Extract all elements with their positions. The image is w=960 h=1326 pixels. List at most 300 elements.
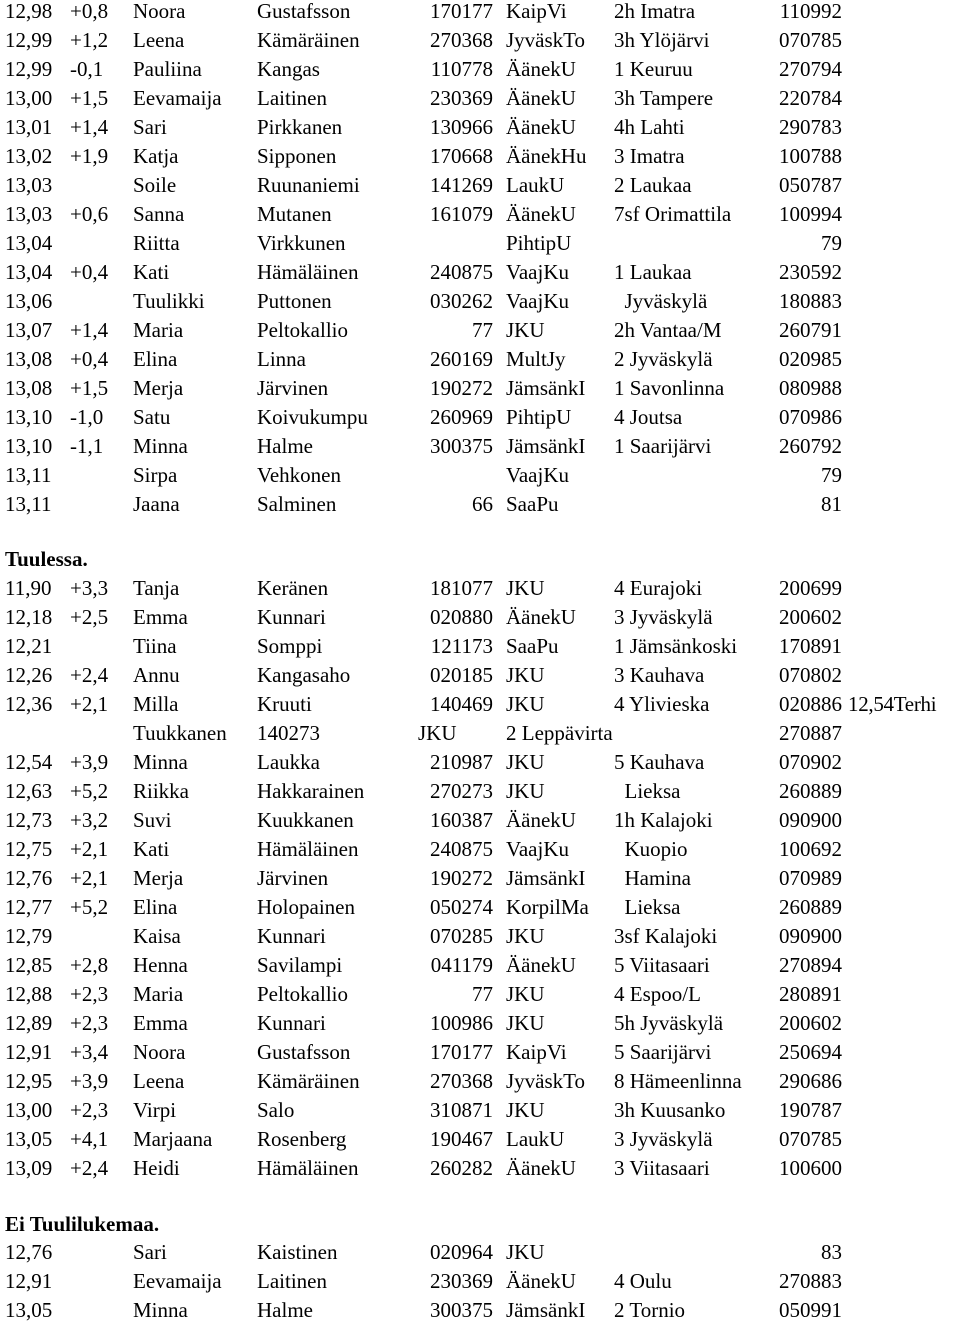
- cell-last: Halme: [257, 434, 313, 458]
- cell-last: Järvinen: [257, 376, 329, 400]
- cell-last: Somppi: [257, 634, 323, 658]
- cell-last: Hakkarainen: [257, 779, 365, 803]
- cell-last: Hämäläinen: [257, 1156, 359, 1180]
- cell-time: 12,95: [5, 1069, 53, 1093]
- cell-last: Kangasaho: [257, 663, 351, 687]
- cell-date: 280891: [779, 982, 842, 1006]
- cell-time: 12,73: [5, 808, 53, 832]
- result-row: [0, 1296, 960, 1325]
- result-row: [0, 287, 960, 316]
- cell-last: Hämäläinen: [257, 837, 359, 861]
- cell-birth: 070285: [430, 924, 493, 948]
- cell-place: Kuopio: [614, 837, 688, 861]
- cell-place: 2 Laukaa: [614, 173, 692, 197]
- cell-last: Keränen: [257, 576, 329, 600]
- result-row: [0, 113, 960, 142]
- cell-club: VaajKu: [506, 260, 569, 284]
- result-row: [0, 661, 960, 690]
- cell-first: Kati: [133, 837, 170, 861]
- cell-last: Kangas: [257, 57, 320, 81]
- cell-club: JKU: [506, 779, 545, 803]
- cell-birth: 160387: [430, 808, 493, 832]
- cell-club: KaipVi: [506, 1040, 567, 1064]
- cell-birth: 190272: [430, 866, 493, 890]
- cell-time: 13,00: [5, 1098, 53, 1122]
- cell-wind: +5,2: [70, 895, 109, 919]
- cell-club: JyväskTo: [506, 28, 586, 52]
- section-heading: Ei Tuulilukemaa.: [5, 1212, 160, 1236]
- cell-last: Järvinen: [257, 866, 329, 890]
- cell-birth: 050274: [430, 895, 493, 919]
- cell-wind: +3,9: [70, 1069, 109, 1093]
- cell-wind: -1,1: [70, 434, 104, 458]
- cell-date: 050787: [779, 173, 842, 197]
- cell-place: 4 Joutsa: [614, 405, 683, 429]
- cell-place: 3h Ylöjärvi: [614, 28, 710, 52]
- cell-last: Savilampi: [257, 953, 343, 977]
- cell-club: ÄänekHu: [506, 144, 587, 168]
- result-row: [0, 690, 960, 719]
- cell-club: LaukU: [506, 173, 565, 197]
- cell-date: 230592: [779, 260, 842, 284]
- cell-place: 3 Jyväskylä: [614, 605, 713, 629]
- cell-first: Tuulikki: [133, 289, 205, 313]
- result-row: [0, 403, 960, 432]
- result-row: [0, 345, 960, 374]
- cell-place: Lieksa: [614, 895, 681, 919]
- result-row: [0, 748, 960, 777]
- cell-place: 5 Viitasaari: [614, 953, 710, 977]
- cell-club: JKU: [506, 750, 545, 774]
- cell-date: 200699: [779, 576, 842, 600]
- cell-place: 1 Laukaa: [614, 260, 692, 284]
- cell-date: 83: [821, 1240, 842, 1264]
- cell-birth: 260169: [430, 347, 493, 371]
- result-row: [0, 603, 960, 632]
- cell-last: Kuukkanen: [257, 808, 354, 832]
- cell-place: 4h Lahti: [614, 115, 685, 139]
- cell-time: 13,10: [5, 434, 53, 458]
- cell-wind: +3,3: [70, 576, 109, 600]
- cell-place: 2h Vantaa/M: [614, 318, 722, 342]
- cell-birth: 260969: [430, 405, 493, 429]
- cell-club: ÄänekU: [506, 808, 576, 832]
- cell-first: Pauliina: [133, 57, 202, 81]
- cell-last: Koivukumpu: [257, 405, 368, 429]
- cell-club: JKU: [418, 721, 457, 745]
- cell-date: 270887: [779, 721, 842, 745]
- cell-club: JKU: [506, 663, 545, 687]
- cell-date: 290783: [779, 115, 842, 139]
- cell-club: JämsänkI: [506, 376, 586, 400]
- cell-first: Sari: [133, 115, 167, 139]
- cell-last: Kruuti: [257, 692, 312, 716]
- cell-wind: +2,1: [70, 866, 109, 890]
- cell-date: 180883: [779, 289, 842, 313]
- cell-wind: +0,6: [70, 202, 109, 226]
- result-row: [0, 893, 960, 922]
- cell-time: 13,07: [5, 318, 53, 342]
- cell-first: Elina: [133, 347, 178, 371]
- cell-birth: 100986: [430, 1011, 493, 1035]
- result-row: [0, 1038, 960, 1067]
- cell-club: PihtipU: [506, 405, 572, 429]
- cell-wind: +0,4: [70, 260, 109, 284]
- result-row: [0, 951, 960, 980]
- cell-last: Gustafsson: [257, 0, 351, 23]
- cell-date: 070785: [779, 1127, 842, 1151]
- cell-place: 2 Tornio: [614, 1298, 686, 1322]
- result-row: [0, 171, 960, 200]
- cell-first: Tiina: [133, 634, 177, 658]
- cell-first: Maria: [133, 318, 184, 342]
- cell-first: Sirpa: [133, 463, 178, 487]
- cell-club: JKU: [506, 576, 545, 600]
- cell-last: Kämäräinen: [257, 1069, 360, 1093]
- cell-wind: +2,3: [70, 1011, 109, 1035]
- cell-club: KaipVi: [506, 0, 567, 23]
- cell-birth: 141269: [430, 173, 493, 197]
- cell-last: Sipponen: [257, 144, 337, 168]
- result-row: [0, 574, 960, 603]
- cell-place: 2h Imatra: [614, 0, 696, 23]
- cell-club: JKU: [506, 982, 545, 1006]
- cell-wind: +1,4: [70, 115, 109, 139]
- cell-time: 12,26: [5, 663, 53, 687]
- cell-time: 13,03: [5, 173, 53, 197]
- cell-place: 1 Jämsänkoski: [614, 634, 738, 658]
- cell-wind: +2,4: [70, 1156, 109, 1180]
- result-row: [0, 922, 960, 951]
- cell-time: 12,76: [5, 1240, 53, 1264]
- cell-time: 12,85: [5, 953, 53, 977]
- cell-first: Sari: [133, 1240, 167, 1264]
- cell-place: Jyväskylä: [614, 289, 708, 313]
- cell-date: 070986: [779, 405, 842, 429]
- cell-wind: +1,2: [70, 28, 109, 52]
- cell-place: 2 Jyväskylä: [614, 347, 713, 371]
- cell-place: Hamina: [614, 866, 691, 890]
- cell-place: 5h Jyväskylä: [614, 1011, 724, 1035]
- cell-wind: +1,5: [70, 376, 109, 400]
- cell-first: Jaana: [133, 492, 180, 516]
- cell-time: 12,91: [5, 1269, 53, 1293]
- cell-first: Henna: [133, 953, 188, 977]
- cell-place: 3 Jyväskylä: [614, 1127, 713, 1151]
- cell-first: Kati: [133, 260, 170, 284]
- cell-birth: 210987: [430, 750, 493, 774]
- cell-time: 13,00: [5, 86, 53, 110]
- cell-wind: -0,1: [70, 57, 104, 81]
- result-row: [0, 26, 960, 55]
- cell-birth: 170668: [430, 144, 493, 168]
- cell-time: 13,08: [5, 376, 53, 400]
- cell-birth: 041179: [430, 953, 493, 977]
- cell-place: 4 Eurajoki: [614, 576, 703, 600]
- cell-last: Halme: [257, 1298, 313, 1322]
- cell-first: Suvi: [133, 808, 172, 832]
- cell-date: 270883: [779, 1269, 842, 1293]
- cell-club: JämsänkI: [506, 434, 586, 458]
- cell-time: 13,06: [5, 289, 53, 313]
- cell-last: Peltokallio: [257, 318, 348, 342]
- cell-date: 250694: [779, 1040, 842, 1064]
- cell-first: Kaisa: [133, 924, 181, 948]
- cell-date: 020985: [779, 347, 842, 371]
- cell-date: 200602: [779, 605, 842, 629]
- cell-date: 260889: [779, 895, 842, 919]
- cell-last: Linna: [257, 347, 306, 371]
- result-row: [0, 55, 960, 84]
- cell-birth: 310871: [430, 1098, 493, 1122]
- cell-last: Kaistinen: [257, 1240, 338, 1264]
- cell-club: MultJy: [506, 347, 566, 371]
- cell-date: 79: [821, 231, 842, 255]
- result-row: [0, 258, 960, 287]
- cell-last: Hämäläinen: [257, 260, 359, 284]
- cell-birth: 140469: [430, 692, 493, 716]
- cell-club: JKU: [506, 1240, 545, 1264]
- cell-last: Gustafsson: [257, 1040, 351, 1064]
- result-row: [0, 1067, 960, 1096]
- cell-time: 13,03: [5, 202, 53, 226]
- cell-date: 090900: [779, 924, 842, 948]
- cell-birth: 181077: [430, 576, 493, 600]
- cell-wind: +3,4: [70, 1040, 109, 1064]
- cell-place: 4 Ylivieska: [614, 692, 710, 716]
- cell-wind: +5,2: [70, 779, 109, 803]
- result-row: [0, 490, 960, 519]
- cell-last: Peltokallio: [257, 982, 348, 1006]
- cell-time: 13,11: [5, 463, 52, 487]
- cell-birth: 121173: [430, 634, 493, 658]
- result-row: [0, 864, 960, 893]
- cell-time: 13,02: [5, 144, 53, 168]
- result-row: [0, 777, 960, 806]
- cell-club: JKU: [506, 1011, 545, 1035]
- cell-time: 13,05: [5, 1127, 53, 1151]
- cell-last: Kunnari: [257, 924, 326, 948]
- cell-first: Leena: [133, 28, 185, 52]
- cell-place: 1h Kalajoki: [614, 808, 713, 832]
- cell-date: 050991: [779, 1298, 842, 1322]
- cell-wind: +2,1: [70, 692, 109, 716]
- result-row: [0, 316, 960, 345]
- result-row: [0, 1238, 960, 1267]
- cell-date: 170891: [779, 634, 842, 658]
- cell-place: 5 Kauhava: [614, 750, 705, 774]
- cell-first: Riikka: [133, 779, 189, 803]
- cell-time: 12,18: [5, 605, 53, 629]
- cell-first: Annu: [133, 663, 180, 687]
- cell-first: Katja: [133, 144, 179, 168]
- cell-date: 100600: [779, 1156, 842, 1180]
- cell-last: Holopainen: [257, 895, 355, 919]
- cell-wind: +1,5: [70, 86, 109, 110]
- cell-club: JyväskTo: [506, 1069, 586, 1093]
- cell-date: 190787: [779, 1098, 842, 1122]
- result-row: [0, 1096, 960, 1125]
- cell-club: JämsänkI: [506, 866, 586, 890]
- cell-time: 12,91: [5, 1040, 53, 1064]
- cell-first: Minna: [133, 1298, 188, 1322]
- cell-club: SaaPu: [506, 634, 559, 658]
- cell-last: Pirkkanen: [257, 115, 343, 139]
- cell-first: Riitta: [133, 231, 180, 255]
- cell-birth: 130966: [430, 115, 493, 139]
- cell-first: Tanja: [133, 576, 180, 600]
- cell-birth: 190467: [430, 1127, 493, 1151]
- cell-place: 3h Kuusanko: [614, 1098, 726, 1122]
- cell-wind: +1,9: [70, 144, 109, 168]
- cell-place: 3 Viitasaari: [614, 1156, 710, 1180]
- cell-birth: 240875: [430, 837, 493, 861]
- cell-birth: 66: [472, 492, 493, 516]
- result-row: [0, 1125, 960, 1154]
- section-heading: Tuulessa.: [5, 547, 88, 571]
- cell-birth: 020185: [430, 663, 493, 687]
- cell-date: 220784: [779, 86, 842, 110]
- cell-club: ÄänekU: [506, 1269, 576, 1293]
- cell-birth: 230369: [430, 86, 493, 110]
- cell-club: JKU: [506, 924, 545, 948]
- cell-last: Kunnari: [257, 1011, 326, 1035]
- cell-date: 260889: [779, 779, 842, 803]
- cell-place: 3h Tampere: [614, 86, 714, 110]
- cell-date: 270794: [779, 57, 842, 81]
- result-row: [0, 374, 960, 403]
- result-row: [0, 142, 960, 171]
- cell-club: KorpilMa: [506, 895, 589, 919]
- cell-time: 12,89: [5, 1011, 53, 1035]
- cell-club: VaajKu: [506, 463, 569, 487]
- result-row: [0, 719, 960, 748]
- cell-place: 7sf Orimattila: [614, 202, 732, 226]
- cell-last: Vehkonen: [257, 463, 341, 487]
- cell-first: Minna: [133, 750, 188, 774]
- cell-place: 3sf Kalajoki: [614, 924, 718, 948]
- cell-last: Puttonen: [257, 289, 332, 313]
- cell-first: Marjaana: [133, 1127, 213, 1151]
- cell-last: Laukka: [257, 750, 320, 774]
- cell-club: LaukU: [506, 1127, 565, 1151]
- cell-club: JämsänkI: [506, 1298, 586, 1322]
- cell-birth: 270273: [430, 779, 493, 803]
- cell-date: 290686: [779, 1069, 842, 1093]
- cell-first: Eevamaija: [133, 86, 222, 110]
- cell-birth: 020880: [430, 605, 493, 629]
- cell-time: 11,90: [5, 576, 52, 600]
- result-row: [0, 432, 960, 461]
- result-row: [0, 806, 960, 835]
- cell-birth: 300375: [430, 434, 493, 458]
- result-row: [0, 84, 960, 113]
- cell-last: Salo: [257, 1098, 295, 1122]
- cell-first: Satu: [133, 405, 171, 429]
- cell-place: 1 Saarijärvi: [614, 434, 712, 458]
- cell-first: Maria: [133, 982, 184, 1006]
- cell-wind: +2,3: [70, 1098, 109, 1122]
- cell-club: ÄänekU: [506, 605, 576, 629]
- cell-club: VaajKu: [506, 289, 569, 313]
- cell-date: 070802: [779, 663, 842, 687]
- cell-first: Tuukkanen: [133, 721, 227, 745]
- cell-place: 2 Leppävirta: [506, 721, 613, 745]
- cell-time: 12,98: [5, 0, 53, 23]
- cell-time: 12,88: [5, 982, 53, 1006]
- cell-first: Elina: [133, 895, 178, 919]
- cell-first: Noora: [133, 0, 186, 23]
- cell-last: Virkkunen: [257, 231, 346, 255]
- cell-time: 13,11: [5, 492, 52, 516]
- cell-birth: 260282: [430, 1156, 493, 1180]
- cell-date: 260791: [779, 318, 842, 342]
- cell-club: ÄänekU: [506, 115, 576, 139]
- result-row: [0, 632, 960, 661]
- cell-wind: +3,9: [70, 750, 109, 774]
- cell-first: Leena: [133, 1069, 185, 1093]
- cell-date: 070785: [779, 28, 842, 52]
- cell-time: 12,63: [5, 779, 53, 803]
- cell-date: 070989: [779, 866, 842, 890]
- cell-date: 070902: [779, 750, 842, 774]
- cell-first: Soile: [133, 173, 177, 197]
- cell-last: Laitinen: [257, 86, 327, 110]
- cell-club: ÄänekU: [506, 953, 576, 977]
- cell-wind: +2,4: [70, 663, 109, 687]
- cell-date: 81: [821, 492, 842, 516]
- result-row: [0, 229, 960, 258]
- cell-date: 79: [821, 463, 842, 487]
- cell-last: Ruunaniemi: [257, 173, 360, 197]
- cell-club: JKU: [506, 318, 545, 342]
- cell-place: 4 Espoo/L: [614, 982, 701, 1006]
- cell-time: 12,36: [5, 692, 53, 716]
- cell-wind: +3,2: [70, 808, 109, 832]
- cell-time: 12,99: [5, 57, 53, 81]
- cell-club: ÄänekU: [506, 202, 576, 226]
- cell-date: 100788: [779, 144, 842, 168]
- cell-club: VaajKu: [506, 837, 569, 861]
- cell-birth: 161079: [430, 202, 493, 226]
- cell-place: 3 Imatra: [614, 144, 685, 168]
- cell-birth: 77: [472, 318, 493, 342]
- cell-birth: 270368: [430, 1069, 493, 1093]
- cell-extra: 12,54Terhi: [848, 692, 937, 716]
- cell-time: 13,08: [5, 347, 53, 371]
- cell-club: ÄänekU: [506, 1156, 576, 1180]
- cell-date: 080988: [779, 376, 842, 400]
- cell-first: Eevamaija: [133, 1269, 222, 1293]
- cell-wind: +2,8: [70, 953, 109, 977]
- cell-date: 020886: [779, 692, 842, 716]
- cell-wind: +4,1: [70, 1127, 109, 1151]
- cell-first: Minna: [133, 434, 188, 458]
- cell-wind: +0,8: [70, 0, 109, 23]
- cell-birth: 170177: [430, 1040, 493, 1064]
- cell-birth: 270368: [430, 28, 493, 52]
- cell-birth: 030262: [430, 289, 493, 313]
- cell-place: Lieksa: [614, 779, 681, 803]
- cell-club: JKU: [506, 692, 545, 716]
- cell-birth: 230369: [430, 1269, 493, 1293]
- cell-wind: +0,4: [70, 347, 109, 371]
- cell-birth: 020964: [430, 1240, 493, 1264]
- cell-last: Laitinen: [257, 1269, 327, 1293]
- cell-last: 140273: [257, 721, 320, 745]
- result-row: [0, 835, 960, 864]
- cell-time: 13,01: [5, 115, 53, 139]
